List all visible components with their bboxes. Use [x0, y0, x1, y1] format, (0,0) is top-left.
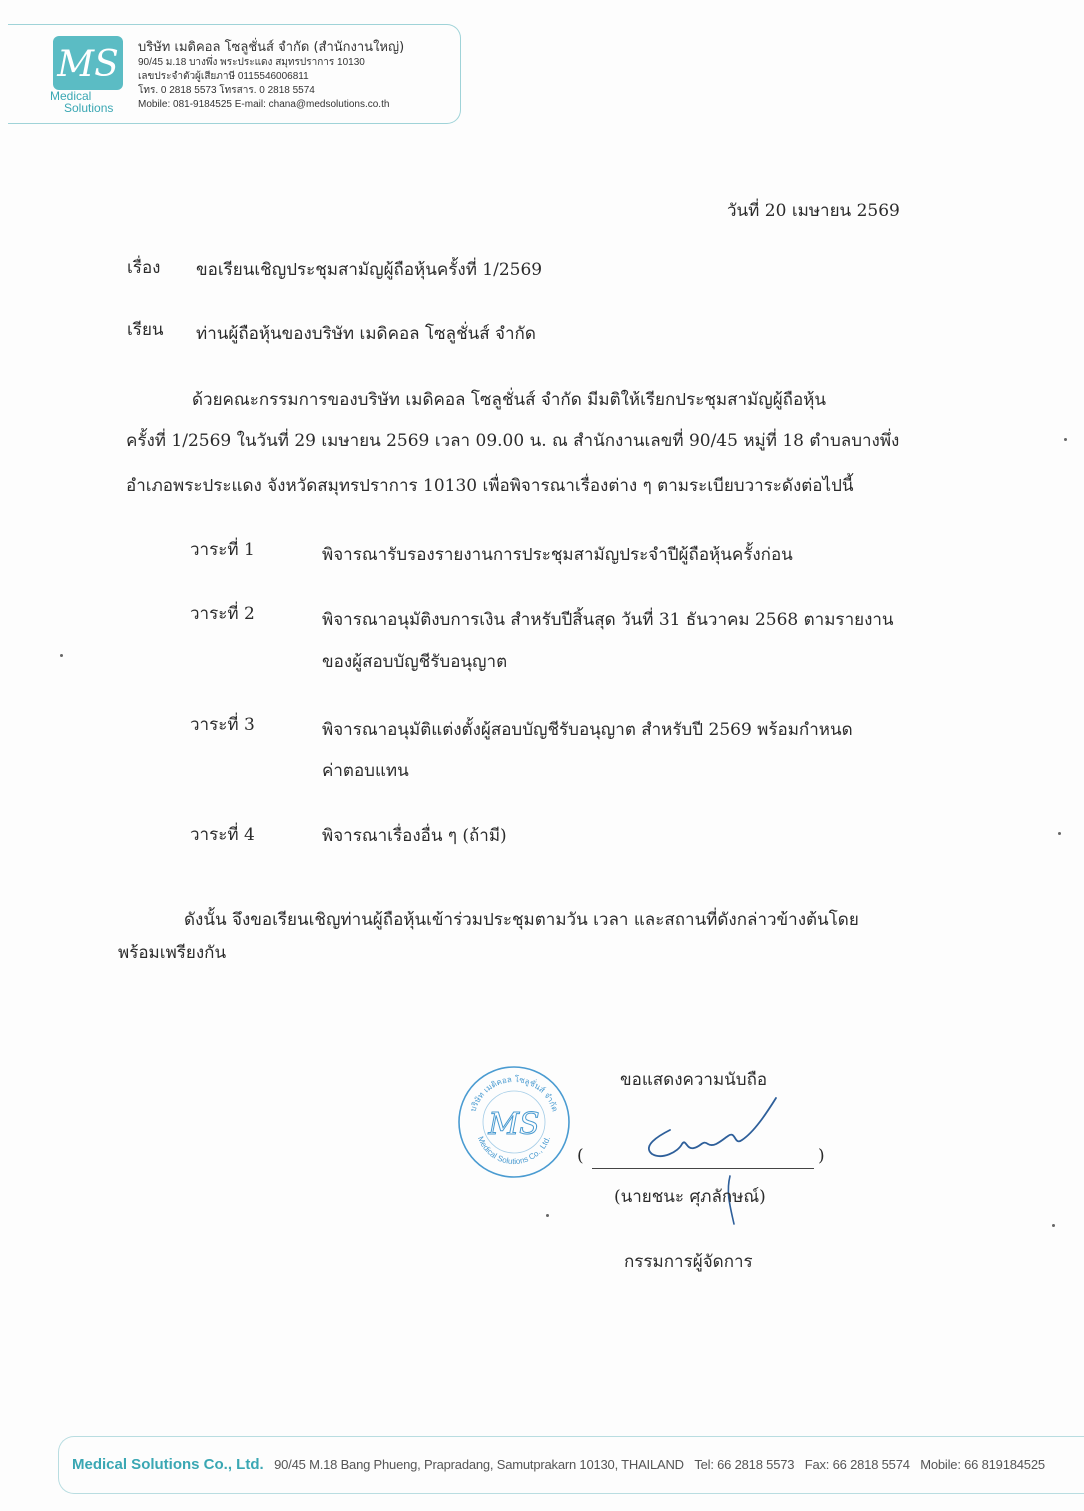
closing-line-2: พร้อมเพรียงกัน	[118, 943, 227, 963]
recipient-label: เรียน	[127, 320, 164, 340]
footer-mobile: Mobile: 66 819184525	[920, 1457, 1045, 1472]
closing-regards: ขอแสดงความนับถือ	[620, 1070, 768, 1090]
intro-line-3: อำเภอพระประแดง จังหวัดสมุทรปราการ 10130 เพื่อพิจารณาเรื่องต่าง ๆ ตามระเบียบวาระดังต่อไปนี้	[126, 476, 854, 496]
company-tax-id: เลขประจำตัวผู้เสียภาษี 0115546006811	[138, 71, 309, 82]
signer-name: (นายชนะ ศุภลักษณ์)	[614, 1187, 766, 1207]
logo-mark	[53, 36, 123, 90]
scan-speck	[546, 1214, 549, 1217]
logo-initials: MS	[57, 44, 119, 85]
company-mobile-email: Mobile: 081-9184525 E-mail: chana@medsolutions.co.th	[138, 99, 390, 110]
seal-bottom-text: Medical Solutions Co., Ltd.	[475, 1135, 553, 1167]
scan-speck	[1064, 438, 1067, 441]
company-logo	[50, 36, 128, 118]
agenda-4-text: พิจารณาเรื่องอื่น ๆ (ถ้ามี)	[322, 826, 507, 846]
company-seal	[456, 1064, 572, 1180]
company-phone-fax: โทร. 0 2818 5573 โทรสาร. 0 2818 5574	[138, 85, 315, 96]
logo-line1: Medical	[50, 89, 92, 103]
logo-line2: Solutions	[64, 101, 114, 115]
company-address: 90/45 ม.18 บางพึ่ง พระประแดง สมุทรปราการ 10130	[138, 57, 365, 68]
agenda-3-text-line1: พิจารณาอนุมัติแต่งตั้งผู้สอบบัญชีรับอนุญาต สำหรับปี 2569 พร้อมกำหนด	[322, 720, 853, 740]
agenda-1-text: พิจารณารับรองรายงานการประชุมสามัญประจำปีผู้ถือหุ้นครั้งก่อน	[322, 545, 793, 565]
footer-address: 90/45 M.18 Bang Phueng, Prapradang, Samutprakarn 10130, THAILAND	[274, 1457, 684, 1472]
agenda-2-text-line1: พิจารณาอนุมัติงบการเงิน สำหรับปีสิ้นสุด วันที่ 31 ธันวาคม 2568 ตามรายงาน	[322, 610, 894, 630]
agenda-2-label: วาระที่ 2	[190, 604, 255, 624]
footer-fax: Fax: 66 2818 5574	[804, 1457, 910, 1472]
footer-tel: Tel: 66 2818 5573	[694, 1457, 795, 1472]
recipient-text: ท่านผู้ถือหุ้นของบริษัท เมดิคอล โซลูชั่นส์ จำกัด	[196, 324, 536, 344]
agenda-2-text-line2: ของผู้สอบบัญชีรับอนุญาต	[322, 652, 508, 672]
footer	[72, 1456, 1045, 1474]
intro-line-2: ครั้งที่ 1/2569 ในวันที่ 29 เมษายน 2569 เวลา 09.00 น. ณ สำนักงานเลขที่ 90/45 หมู่ที่ 18 ตำบลบางพึ่ง	[126, 431, 900, 451]
agenda-4-label: วาระที่ 4	[190, 825, 255, 845]
letterhead-details	[138, 36, 404, 112]
scan-speck	[1058, 832, 1061, 835]
signer-position: กรรมการผู้จัดการ	[624, 1252, 753, 1272]
letter-date: วันที่ 20 เมษายน 2569	[727, 201, 900, 221]
closing-line-1: ดังนั้น จึงขอเรียนเชิญท่านผู้ถือหุ้นเข้าร่วมประชุมตามวัน เวลา และสถานที่ดังกล่าวข้างต้นโดย	[184, 910, 859, 930]
company-name: บริษัท เมดิคอล โซลูชั่นส์ จำกัด (สำนักงานใหญ่)	[138, 40, 405, 55]
scan-speck	[1052, 1224, 1055, 1227]
subject-label: เรื่อง	[127, 258, 161, 278]
subject-text: ขอเรียนเชิญประชุมสามัญผู้ถือหุ้นครั้งที่ 1/2569	[196, 260, 543, 280]
agenda-3-text-line2: ค่าตอบแทน	[322, 761, 409, 781]
logo-wordmark	[50, 90, 128, 114]
seal-initials: MS	[488, 1107, 540, 1142]
intro-line-1: ด้วยคณะกรรมการของบริษัท เมดิคอล โซลูชั่นส์ จำกัด มีมติให้เรียกประชุมสามัญผู้ถือหุ้น	[192, 390, 827, 410]
footer-company: Medical Solutions Co., Ltd.	[72, 1456, 264, 1473]
agenda-1-label: วาระที่ 1	[190, 540, 255, 560]
signature-paren-close: )	[818, 1146, 825, 1166]
scan-speck	[60, 654, 63, 657]
seal-top-text: บริษัท เมดิคอล โซลูชั่นส์ จำกัด	[468, 1074, 560, 1113]
signature-paren-open: (	[577, 1146, 584, 1166]
agenda-3-label: วาระที่ 3	[190, 715, 255, 735]
